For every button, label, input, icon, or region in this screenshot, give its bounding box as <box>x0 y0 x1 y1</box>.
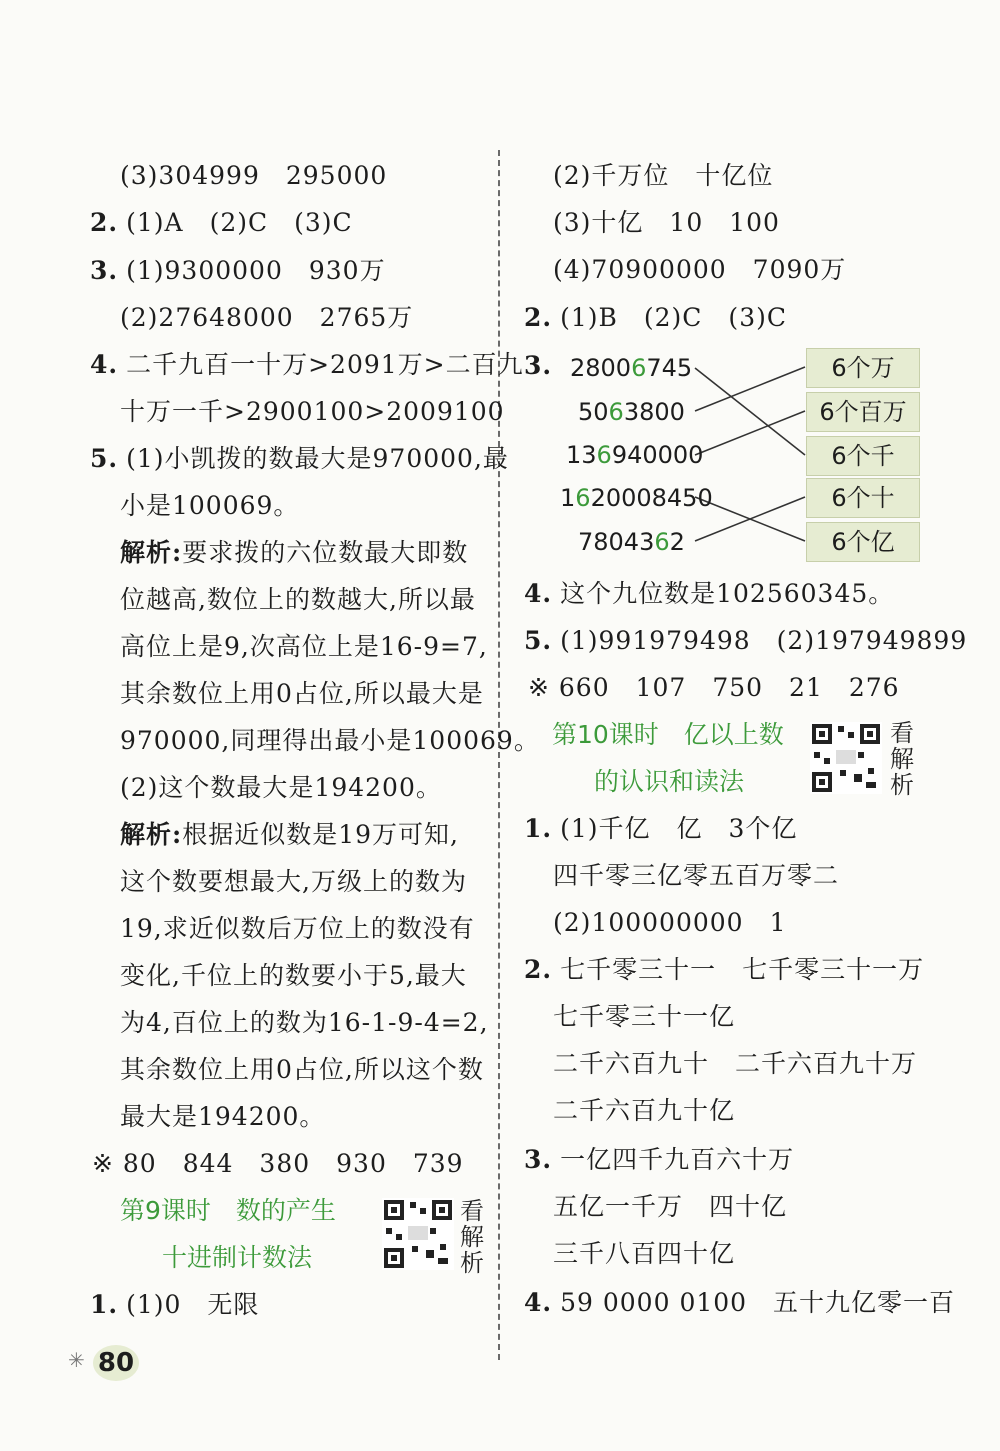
question-1: 1. (1)0 无限 <box>90 1290 260 1319</box>
lesson-9-subtitle: 十进制计数法 <box>162 1243 313 1272</box>
match-box-5: 6个亿 <box>806 522 920 562</box>
lesson-9-title: 第9课时 数的产生 <box>120 1196 336 1225</box>
question-4: 4. 59 0000 0100 五十九亿零一百 <box>524 1288 956 1317</box>
match-box-1: 6个万 <box>806 348 920 388</box>
answer-line: (2)27648000 2765万 <box>120 303 414 332</box>
analysis-line: 其余数位上用0占位,所以最大是 <box>120 679 484 708</box>
match-number-5: 7804362 <box>578 528 685 556</box>
answer-line: 三千八百四十亿 <box>553 1239 736 1268</box>
answer-line: (3)304999 295000 <box>120 161 388 190</box>
question-1: 1. (1)千亿 亿 3个亿 <box>524 814 798 843</box>
qr-caption: 看解析 <box>890 719 914 799</box>
answer-line: (3)十亿 10 100 <box>553 208 780 237</box>
answer-line: 十万一千>2900100>2009100 <box>120 397 505 426</box>
question-3: 3. <box>524 351 553 380</box>
qr-code-icon[interactable] <box>810 722 882 794</box>
answer-line: 七千零三十一亿 <box>553 1002 736 1031</box>
analysis-line: 这个数要想最大,万级上的数为 <box>120 867 467 896</box>
answer-line: (2)这个数最大是194200。 <box>120 773 442 802</box>
star-icon: ✳ <box>68 1348 85 1372</box>
answer-line: 四千零三亿零五百万零二 <box>553 861 840 890</box>
analysis-line: 970000,同理得出最小是100069。 <box>120 726 540 755</box>
match-number-2: 5063800 <box>578 398 685 426</box>
analysis-line: 高位上是9,次高位上是16-9=7, <box>120 632 488 661</box>
question-3: 3. (1)9300000 930万 <box>90 256 386 285</box>
analysis-line: 解析:要求拨的六位数最大即数 <box>120 538 469 567</box>
answer-line: 二千六百九十 二千六百九十万 <box>553 1049 918 1078</box>
lesson-10-title: 第10课时 亿以上数 <box>552 720 784 749</box>
question-5: 5. (1)小凯拨的数最大是970000,最 <box>90 444 509 473</box>
question-4: 4. 二千九百一十万>2091万>二百九 <box>90 350 524 379</box>
answer-line: (2)千万位 十亿位 <box>553 161 774 190</box>
answer-line: 小是100069。 <box>120 491 300 520</box>
question-5: 5. (1)991979498 (2)197949899 <box>524 626 968 655</box>
match-number-4: 1620008450 <box>560 484 713 512</box>
analysis-line: 19,求近似数后万位上的数没有 <box>120 914 475 943</box>
extra-answers: ※ 80 844 380 930 739 <box>92 1149 464 1178</box>
match-box-3: 6个千 <box>806 436 920 476</box>
analysis-line: 变化,千位上的数要小于5,最大 <box>120 961 467 990</box>
page-number: 80 <box>93 1345 139 1381</box>
answer-line: 二千六百九十亿 <box>553 1096 736 1125</box>
match-box-2: 6个百万 <box>806 392 920 432</box>
qr-caption: 看解析 <box>460 1197 484 1277</box>
extra-answers: ※ 660 107 750 21 276 <box>528 673 900 702</box>
analysis-line: 最大是194200。 <box>120 1102 326 1131</box>
analysis-line: 解析:根据近似数是19万可知, <box>120 820 459 849</box>
match-number-3: 136940000 <box>566 441 704 469</box>
match-box-4: 6个十 <box>806 478 920 518</box>
question-2: 2. 七千零三十一 七千零三十一万 <box>524 955 925 984</box>
question-2: 2. (1)B (2)C (3)C <box>524 303 787 332</box>
answer-line: (4)70900000 7090万 <box>553 255 847 284</box>
question-3: 3. 一亿四千九百六十万 <box>524 1145 795 1174</box>
answer-line: (2)100000000 1 <box>553 908 787 937</box>
question-2: 2. (1)A (2)C (3)C <box>90 208 353 237</box>
answer-line: 五亿一千万 四十亿 <box>553 1192 788 1221</box>
question-4: 4. 这个九位数是102560345。 <box>524 579 895 608</box>
analysis-line: 位越高,数位上的数越大,所以最 <box>120 585 476 614</box>
analysis-line: 为4,百位上的数为16-1-9-4=2, <box>120 1008 489 1037</box>
match-number-1: 28006745 <box>570 354 693 382</box>
lesson-10-subtitle: 的认识和读法 <box>594 767 745 796</box>
analysis-line: 其余数位上用0占位,所以这个数 <box>120 1055 484 1084</box>
